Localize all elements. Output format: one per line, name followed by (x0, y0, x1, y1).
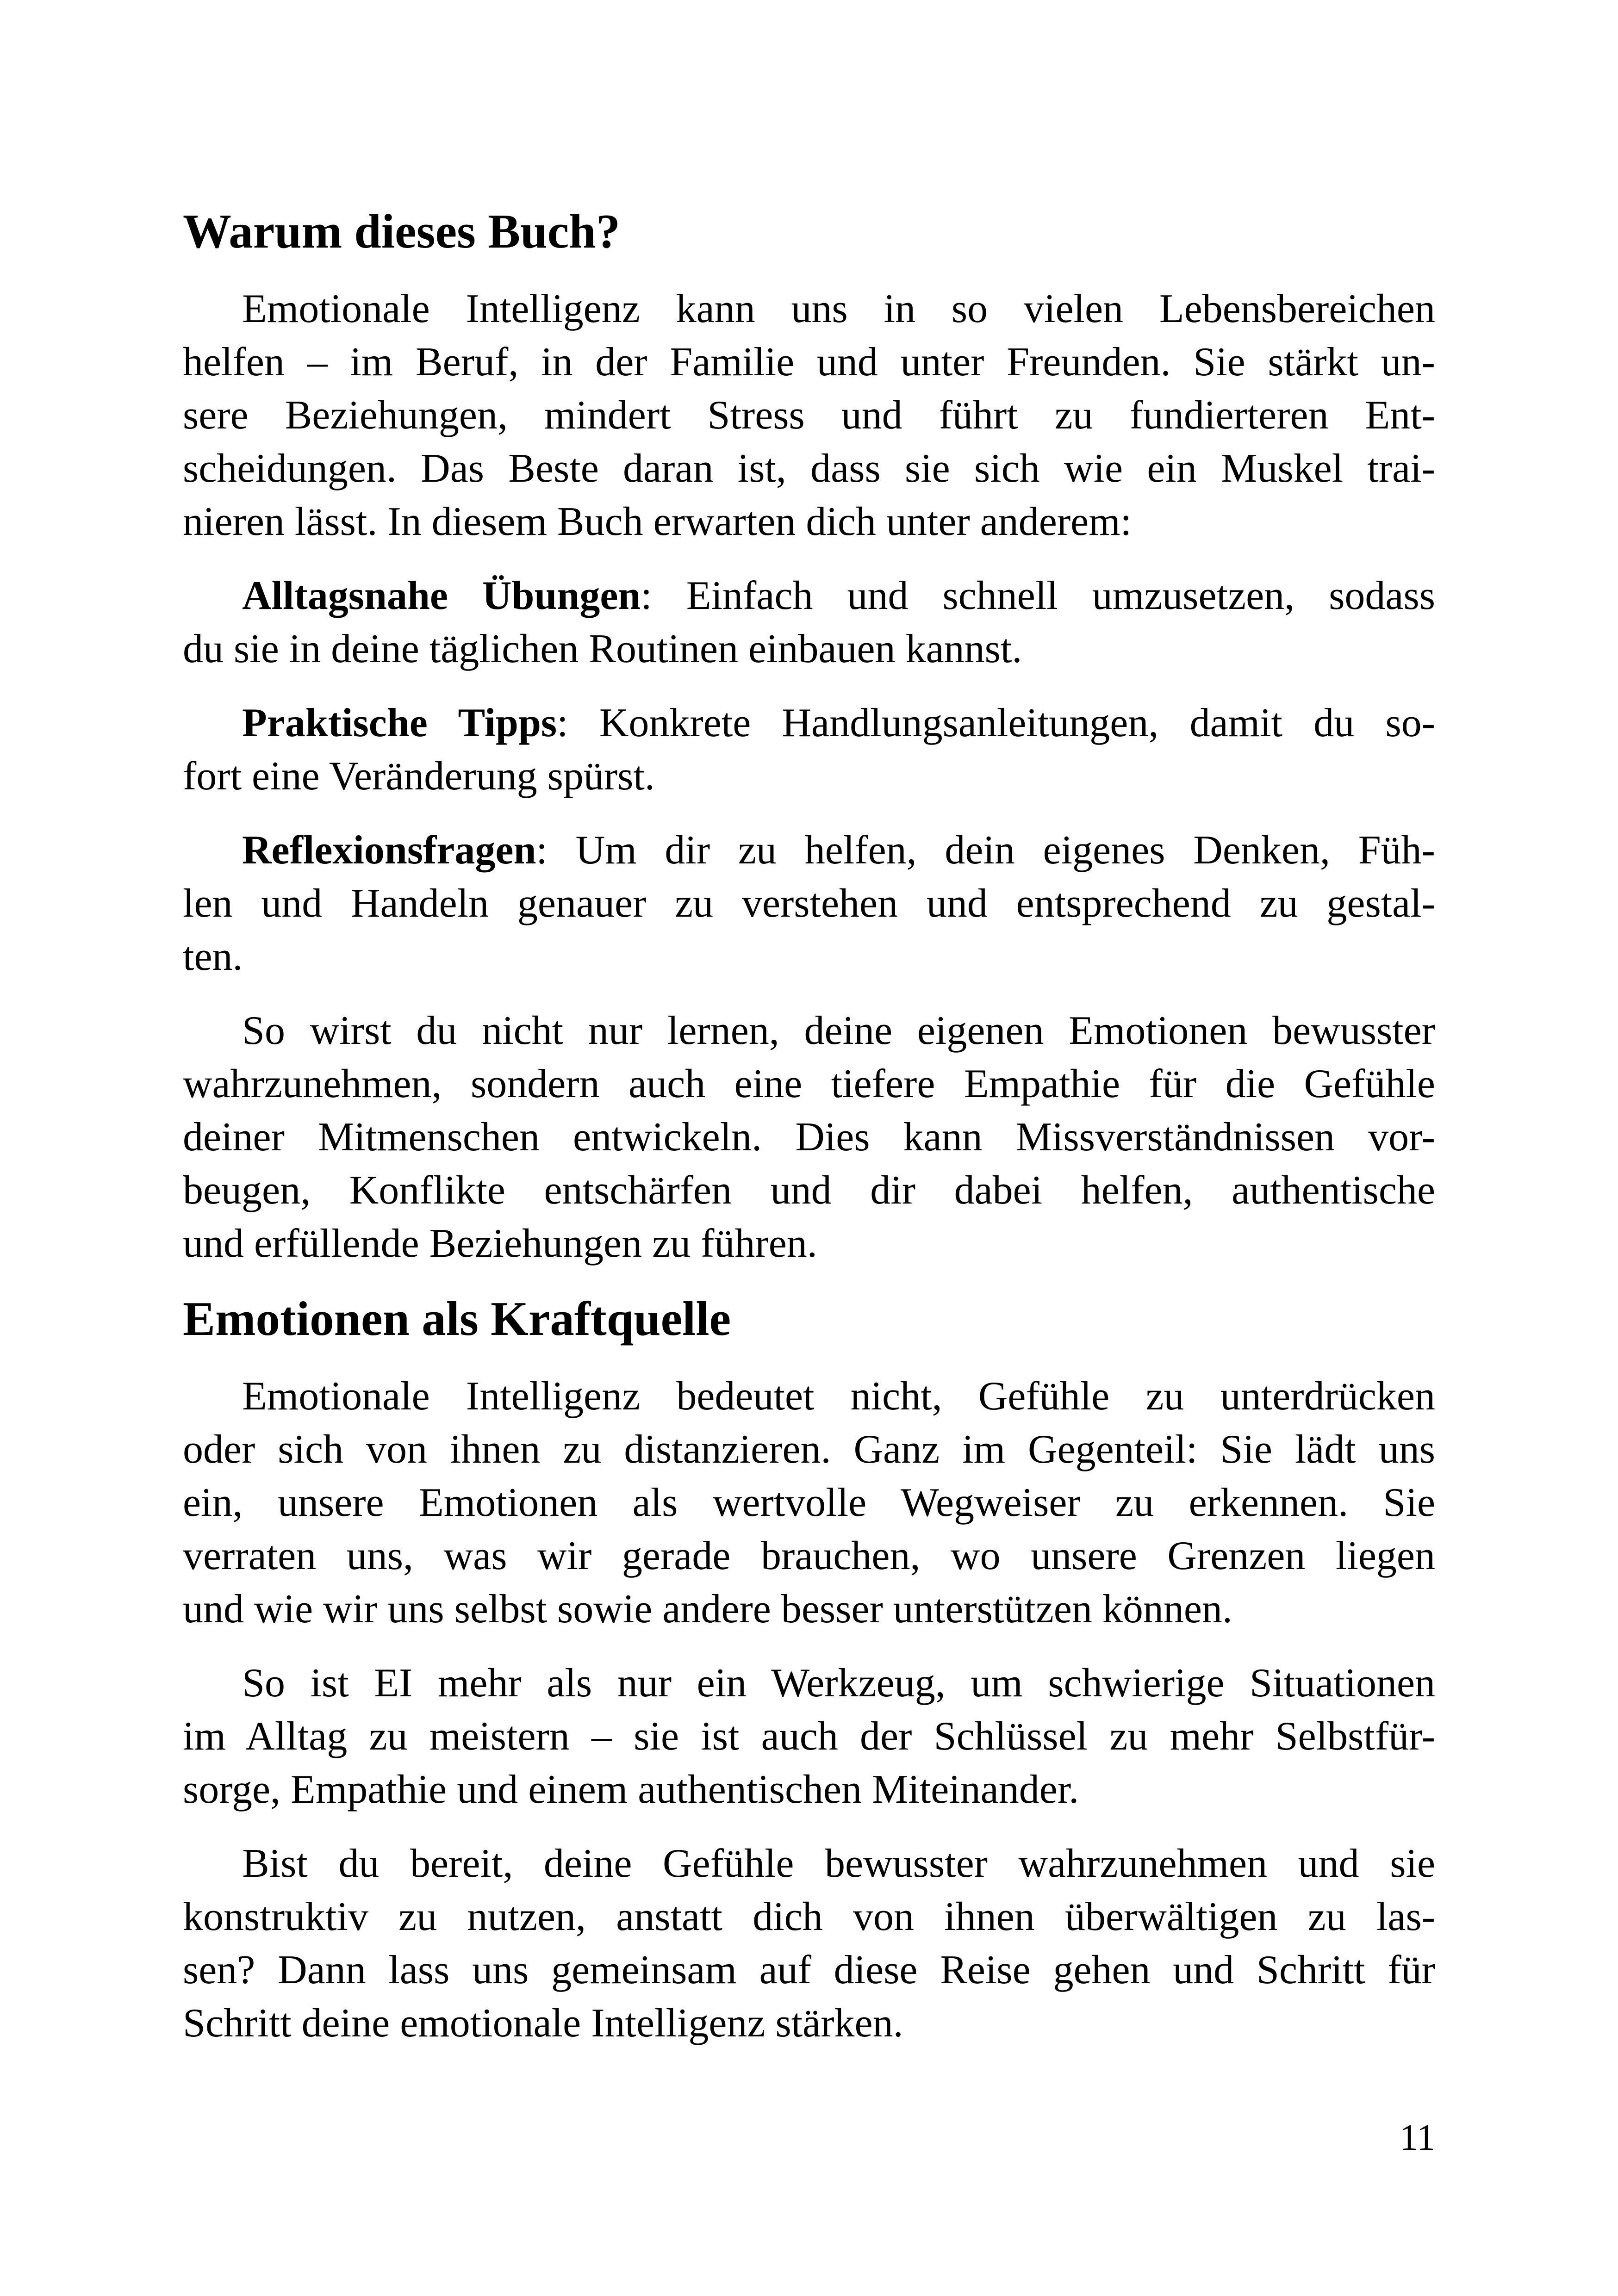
text-line: len und Handeln genauer zu verstehen und entsprechend zu gestal- (183, 881, 1435, 926)
text-line (183, 569, 1435, 622)
text-line: nieren lässt. In diesem Buch erwarten dich unter anderem: (183, 499, 1132, 544)
text-line (183, 824, 1435, 877)
text-line: Schritt deine emotionale Intelligenz stärken. (183, 2001, 903, 2046)
text-line: und wie wir uns selbst sowie andere besser unterstützen können. (183, 1587, 1232, 1632)
text-line: du sie in deine täglichen Routinen einbauen kannst. (183, 627, 1022, 671)
text-line: ten. (183, 934, 243, 979)
bold-lead: Praktische Tipps (242, 701, 557, 745)
paragraph-intro (183, 282, 1435, 548)
text-line: beugen, Konflikte entschärfen und dir dabei helfen, authentische (183, 1168, 1435, 1213)
lead-rest: : Um dir zu helfen, dein eigenes Denken, Füh- (536, 828, 1435, 873)
text-line: oder sich von ihnen zu distanzieren. Ganz im Gegenteil: Sie lädt uns (183, 1427, 1435, 1472)
text-line: Emotionale Intelligenz bedeutet nicht, Gefühle zu unterdrücken (242, 1374, 1435, 1419)
text-line: im Alltag zu meistern – sie ist auch der Schlüssel zu mehr Selbstfür- (183, 1714, 1435, 1759)
heading-emotionen-als-kraftquelle: Emotionen als Kraftquelle (183, 1291, 731, 1346)
text-line: So ist EI mehr als nur ein Werkzeug, um schwierige Situationen (242, 1661, 1435, 1706)
text-line: So wirst du nicht nur lernen, deine eigenen Emotionen bewusster (242, 1008, 1435, 1053)
text-line: deiner Mitmenschen entwickeln. Dies kann Missverständnissen vor- (183, 1115, 1435, 1160)
text-line: scheidungen. Das Beste daran ist, dass sie sich wie ein Muskel trai- (183, 446, 1435, 491)
paragraph-so-wirst-du (183, 1004, 1435, 1270)
text-line (183, 696, 1435, 750)
paragraph-bist-du-bereit (183, 1837, 1435, 2050)
heading-warum-dieses-buch: Warum dieses Buch? (183, 204, 621, 258)
text-line: konstruktiv zu nutzen, anstatt dich von ihnen überwältigen zu las- (183, 1894, 1435, 1939)
text-line: ein, unsere Emotionen als wertvolle Wegweiser zu erkennen. Sie (183, 1480, 1435, 1525)
text-line: fort eine Veränderung spürst. (183, 754, 655, 799)
text-line: wahrzunehmen, sondern auch eine tiefere Empathie für die Gefühle (183, 1061, 1435, 1106)
text-line: Bist du bereit, deine Gefühle bewusster wahrzunehmen und sie (242, 1841, 1435, 1886)
text-line: verraten uns, was wir gerade brauchen, wo unsere Grenzen liegen (183, 1533, 1435, 1578)
page-number: 11 (1399, 2117, 1435, 2158)
text-line: und erfüllende Beziehungen zu führen. (183, 1221, 817, 1266)
text-line: sorge, Empathie und einem authentischen Miteinander. (183, 1767, 1079, 1812)
paragraph-alltagsnahe-uebungen (183, 569, 1435, 676)
paragraph-ei-bedeutet-nicht (183, 1370, 1435, 1636)
text-line: helfen – im Beruf, in der Familie und unter Freunden. Sie stärkt un- (183, 340, 1435, 385)
text-line: sen? Dann lass uns gemeinsam auf diese Reise gehen und Schritt für (183, 1948, 1435, 1992)
lead-rest: : Konkrete Handlungsanleitungen, damit du so- (557, 701, 1436, 745)
paragraph-praktische-tipps (183, 696, 1435, 803)
lead-rest: : Einfach und schnell umzusetzen, sodass (641, 573, 1435, 618)
bold-lead: Reflexionsfragen (242, 828, 536, 873)
bold-lead: Alltagsnahe Übungen (242, 573, 641, 618)
text-line: Emotionale Intelligenz kann uns in so vielen Lebensbereichen (242, 286, 1435, 331)
paragraph-reflexionsfragen (183, 824, 1435, 983)
text-line: sere Beziehungen, mindert Stress und führt zu fundierteren Ent- (183, 393, 1435, 438)
paragraph-ei-werkzeug (183, 1657, 1435, 1816)
